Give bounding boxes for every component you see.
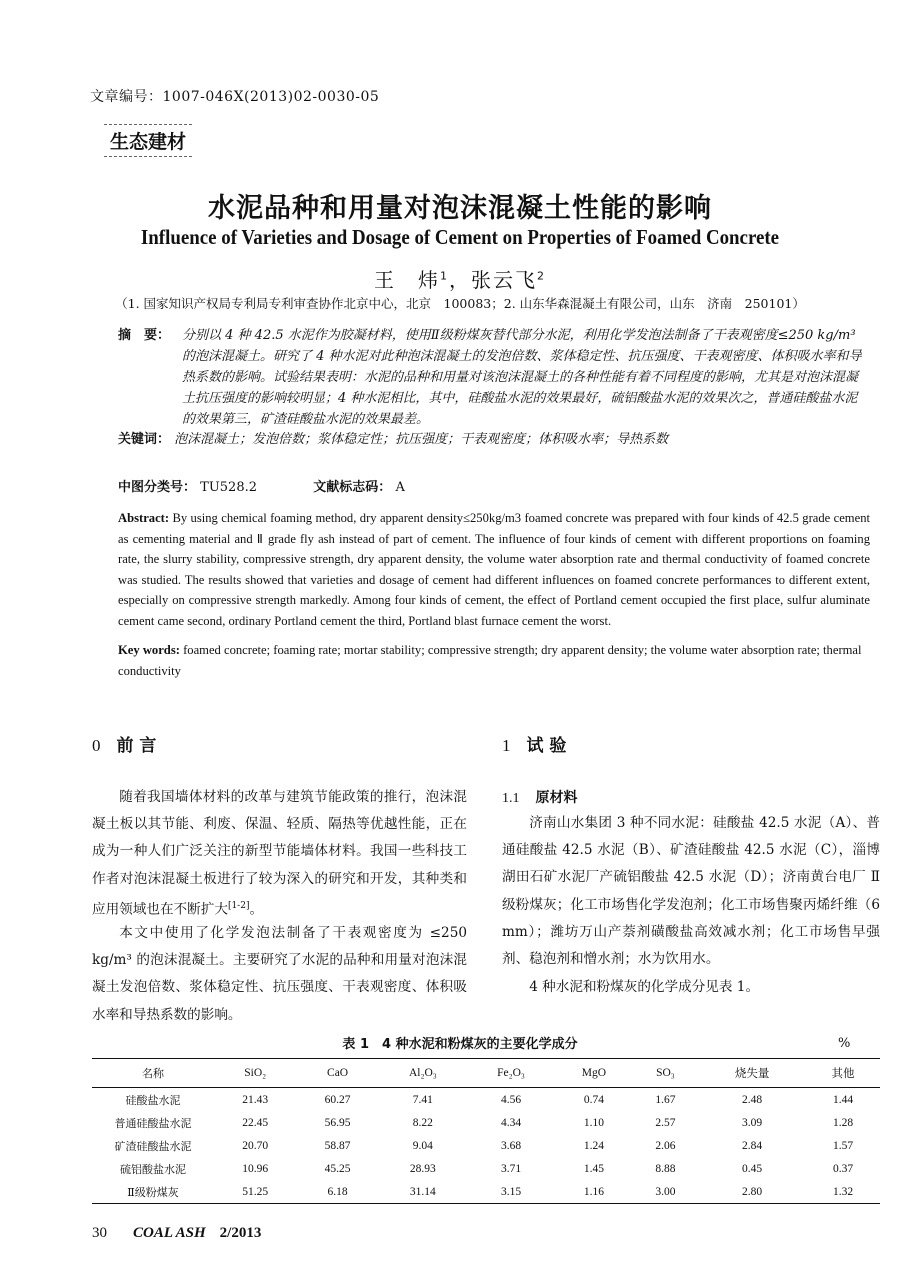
intro-paragraph-1-text: 随着我国墙体材料的改革与建筑节能政策的推行，泡沫混凝土板以其节能、利废、保温、轻质、隔热等优越性能，正在成为一种人们广泛关注的新型节能墙体材料。我国一些科技工作者对泡沫混凝土板进行了较为深入的研究和开发，其种类和应用领域也在不断扩大: [92, 789, 467, 918]
affiliation: （1. 国家知识产权局专利局专利审查协作北京中心，北京 100083；2. 山东华森混凝土有限公司，山东 济南 250101）: [115, 296, 805, 311]
subsection-1-1-number: 1.1: [502, 791, 520, 806]
table-cell: 硫铝酸盐水泥: [120, 1162, 186, 1176]
section-0-number: 0: [92, 736, 101, 755]
journal-name: COAL ASH: [133, 1225, 206, 1241]
table-cell: 1.44: [832, 1093, 854, 1106]
title-english: Influence of Varieties and Dosage of Cement on Properties of Foamed Concrete: [140, 225, 780, 249]
author-2: 张云飞: [471, 268, 537, 292]
table-cell: 2.57: [655, 1116, 676, 1129]
table-cell: 2.80: [698, 1180, 806, 1204]
abstract-english-label: Abstract:: [118, 511, 170, 525]
table-1-unit: %: [838, 1036, 851, 1051]
section-1-heading: [502, 731, 566, 756]
table-cell: 3.15: [467, 1180, 555, 1204]
authors: [0, 264, 920, 293]
table-cell: 8.88: [655, 1162, 676, 1175]
table-cell: 60.27: [324, 1093, 351, 1106]
article-number: 文章编号：1007-046X(2013)02-0030-05: [90, 89, 380, 105]
clc-label: 中图分类号：: [118, 480, 197, 495]
section-1-title: 试 验: [526, 736, 567, 756]
classification: [118, 476, 405, 495]
table-cell: 4.56: [500, 1093, 522, 1106]
page-number: 30: [92, 1225, 107, 1241]
table-cell: 7.41: [412, 1093, 433, 1106]
author-1: 王 炜: [374, 268, 440, 292]
section-0-title: 前 言: [116, 736, 157, 756]
table-row: [92, 1180, 880, 1204]
author-separator: ，: [449, 268, 471, 292]
table-row: [92, 1134, 880, 1157]
keywords-english-label: Key words:: [118, 643, 180, 657]
table-1: [92, 1058, 880, 1204]
section-0-heading: [92, 731, 156, 756]
table-cell: 58.87: [324, 1139, 351, 1152]
table-cell: 10.96: [242, 1162, 269, 1175]
intro-paragraph-1: [92, 784, 467, 924]
table-header-cell: 名称: [92, 1059, 214, 1088]
title-chinese: 水泥品种和用量对泡沫混凝土性能的影响: [208, 193, 712, 224]
table-cell: 1.16: [555, 1180, 633, 1204]
table-cell: 9.04: [412, 1139, 433, 1152]
section-1-number: 1: [502, 736, 511, 755]
doc-code-label: 文献标志码：: [313, 480, 392, 495]
table-cell: 1.24: [583, 1139, 604, 1152]
table-cell: 3.68: [500, 1139, 522, 1152]
table-1-title: 表 1 4 种水泥和粉煤灰的主要化学成分: [342, 1037, 578, 1052]
abstract-chinese-text: 分别以 4 种 42.5 水泥作为胶凝材料，使用Ⅱ级粉煤灰替代部分水泥，利用化学发泡法制备了干表观密度≤250 kg/m³ 的泡沫混凝土。研究了 4 种水泥对此种泡沫混凝土的发泡倍数、浆体稳定性、抗压强度、干表观密度、体积吸水率和导热系数的影响。试验结果表明：水泥的品种和用量对该泡沫混凝土的各种性能有着不同程度的影响，尤其是对泡沫混凝土抗压强度的影响较明显；4 种水泥相比，其中，硅酸盐水泥的效果最好，硫铝酸盐水泥的效果次之，普通硅酸盐水泥的效果第三，矿渣硅酸盐水泥的效果最差。: [182, 328, 862, 427]
keywords-chinese: [118, 430, 878, 450]
table-cell: 56.95: [324, 1116, 351, 1129]
table-cell: 22.45: [242, 1116, 269, 1129]
keywords-chinese-label: 关键词：: [118, 432, 171, 447]
table-header-cell: Fe₂O₃: [467, 1059, 555, 1088]
table-header-cell: 烧失量: [698, 1059, 806, 1088]
table-cell: 1.45: [583, 1162, 604, 1175]
abstract-english: [118, 508, 870, 632]
table-row: [92, 1088, 880, 1112]
table-header-cell: Al₂O₃: [379, 1059, 467, 1088]
table-cell: 0.45: [742, 1162, 763, 1175]
table-cell: 0.37: [832, 1162, 854, 1175]
table-row: [92, 1111, 880, 1134]
table-cell: 31.14: [379, 1180, 467, 1204]
table-header-cell: CaO: [296, 1059, 378, 1088]
table-cell: 普通硅酸盐水泥: [114, 1116, 192, 1130]
subsection-1-1-heading: [502, 787, 578, 807]
subsection-1-1-title: 原材料: [535, 790, 578, 806]
table-cell: 45.25: [324, 1162, 351, 1175]
table-row: [92, 1157, 880, 1180]
clc-number: TU528.2: [200, 480, 257, 495]
table-header-cell: SO₃: [633, 1059, 698, 1088]
table-cell: 8.22: [412, 1116, 433, 1129]
table-cell: 矿渣硅酸盐水泥: [114, 1139, 192, 1153]
table-cell: 28.93: [409, 1162, 436, 1175]
table-cell: 1.57: [832, 1139, 854, 1152]
table-cell: 0.74: [583, 1093, 604, 1106]
table-header-cell: MgO: [555, 1059, 633, 1088]
table-cell: 硅酸盐水泥: [125, 1093, 181, 1107]
column-tag: 生态建材: [104, 124, 192, 157]
author-1-affil: 1: [440, 269, 449, 283]
keywords-english: [118, 640, 870, 681]
intro-paragraph-2: 本文中使用了化学发泡法制备了干表观密度为 ≤250 kg/m³ 的泡沫混凝土。主要研究了水泥的品种和用量对泡沫混凝土发泡倍数、浆体稳定性、抗压强度、干表观密度、体积吸水率和导热系数的影响。: [92, 925, 467, 1023]
table-cell: 2.06: [655, 1139, 676, 1152]
table-cell: 2.48: [742, 1093, 763, 1106]
table-header-row: [92, 1059, 880, 1088]
materials-paragraph-1: 济南山水集团 3 种不同水泥：硅酸盐 42.5 水泥（A）、普通硅酸盐 42.5 水泥（B）、矿渣硅酸盐 42.5 水泥（C），淄博湖田石矿水泥厂产硫铝酸盐 42.5 水泥（D）；济南黄台电厂 Ⅱ 级粉煤灰；化工市场售化学发泡剂；化工市场售聚丙烯纤维（6 mm）；潍坊万山产萘剂磺酸盐高效减水剂；化工市场售早强剂、稳泡剂和憎水剂；水为饮用水。: [502, 815, 880, 968]
table-cell: 3.09: [742, 1116, 763, 1129]
table-cell: 21.43: [242, 1093, 269, 1106]
table-cell: 4.34: [500, 1116, 522, 1129]
table-cell: 1.28: [832, 1116, 854, 1129]
materials-paragraph-2: 4 种水泥和粉煤灰的化学成分见表 1。: [529, 979, 760, 995]
table-cell: 3.00: [633, 1180, 698, 1204]
abstract-english-text: By using chemical foaming method, dry apparent density≤250kg/m3 foamed concrete was prepared with four kinds of 42.5 grade cement as cementing material and Ⅱ grade fly ash instead of part of cement. The influence of four kinds of cement with different proportions on foaming rate, the slurry stability, compressive strength, dry apparent density, the volume water absorption rate and thermal conductivity of foamed concrete was studied. The results showed that varieties and dosage of cement had different influences on foamed concrete performances to different extent, especially on compressive strength markedly. Among four kinds of cement, the effect of Portland cement occupied the first place, sulfur aluminate cement came second, ordinary Portland cement the third, Portland blast furnace cement the worst.: [118, 511, 870, 628]
table-cell: 1.67: [655, 1093, 676, 1106]
table-cell: 3.71: [500, 1162, 522, 1175]
table-cell: 2.84: [742, 1139, 763, 1152]
keywords-english-text: foamed concrete; foaming rate; mortar stability; compressive strength; dry apparent density; the volume water absorption rate; thermal conductivity: [118, 643, 862, 678]
journal-issue: 2/2013: [219, 1225, 262, 1241]
author-2-affil: 2: [537, 269, 546, 283]
table-cell: 1.32: [806, 1180, 880, 1204]
keywords-chinese-text: 泡沫混凝土；发泡倍数；浆体稳定性；抗压强度；干表观密度；体积吸水率；导热系数: [174, 432, 669, 447]
table-header-cell: SiO₂: [214, 1059, 296, 1088]
doc-code: A: [395, 480, 405, 495]
citation: [1-2]: [227, 900, 250, 911]
table-cell: 1.10: [583, 1116, 604, 1129]
page-footer: [92, 1225, 261, 1242]
table-cell: 51.25: [214, 1180, 296, 1204]
table-cell: Ⅱ级粉煤灰: [92, 1180, 214, 1204]
intro-paragraph-1-end: 。: [249, 901, 264, 918]
abstract-chinese: [118, 325, 870, 430]
table-cell: 6.18: [296, 1180, 378, 1204]
table-cell: 20.70: [242, 1139, 269, 1152]
abstract-chinese-label: 摘 要：: [118, 328, 171, 343]
table-header-cell: 其他: [806, 1059, 880, 1088]
